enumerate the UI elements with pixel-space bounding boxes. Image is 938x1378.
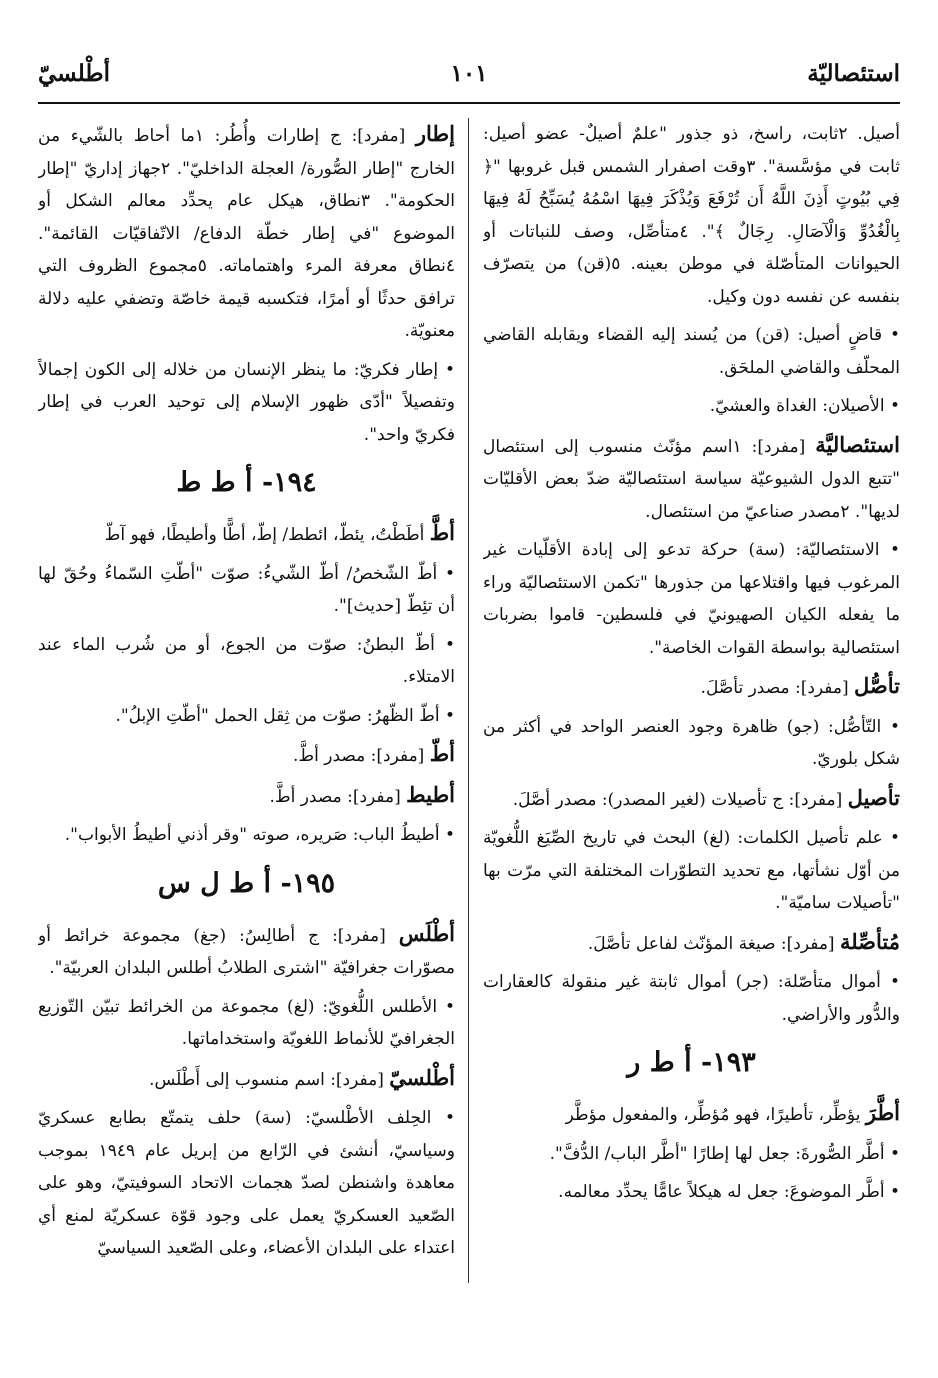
- definition-paragraph: • أطّ البطنُ: صوّت من الجوع، أو من شُرب الماء عند الامتلاء.: [38, 634, 455, 687]
- entry-headword: أطَّرَ: [865, 1100, 900, 1125]
- entry-definition: [مفرد]: مصدر تأصَّلَ.: [700, 678, 855, 698]
- dictionary-entry: [483, 429, 900, 529]
- right-column: [483, 118, 900, 1293]
- page-number: ١٠١: [450, 60, 488, 87]
- definition-paragraph: • الأصيلان: الغداة والعشيّ.: [709, 396, 900, 416]
- column-divider: [468, 118, 469, 1283]
- entry-headword: تأصُّل: [854, 673, 900, 698]
- entry-headword: أطَّ: [429, 520, 455, 545]
- header-rule: [38, 102, 900, 104]
- definition-paragraph: • التّأصُّل: (جو) ظاهرة وجود العنصر الواحد في أكثر من شكل بلوريّ.: [483, 716, 900, 769]
- definition-paragraph: • أطَّر الصُّورةَ: جعل لها إطارًا "أطَّر الباب/ الدُّفَّ".: [549, 1143, 900, 1164]
- definition-paragraph: أصيل. ٢ثابت، راسخ، ذو جذور "علمٌ أصيلٌ- عضو أصيل: ثابت في مؤسَّسة". ٣وقت اصفرار الشمس قبل غروبها "﴿ فِي بُيُوتٍ أَذِنَ اللَّهُ أَن تُرْفَعَ وَيُذْكَرَ فِيهَا اسْمُهُ يُسَبِّحُ لَهُ فِيهَا بِالْغُدُوِّ وَالْآصَالِ. رِجَالٌ ﴾". ٤متأصِّل، وصف للنباتات أو الحيوانات المتأصّلة في موطن بعينه. ٥(قن) من يتصرّف بنفسه عن نفسه دون وكيل.: [483, 124, 900, 307]
- dictionary-entry: [38, 779, 455, 814]
- left-column: [38, 118, 455, 1293]
- definition-paragraph: • علم تأصيل الكلمات: (لغ) البحث في تاريخ الصِّيَغ اللُّغويّة من أوّل نشأتها، مع تحديد التطوّرات المختلفة التي مرّت بها "تأصيلات ساميّة".: [483, 828, 900, 913]
- definition-paragraph: • أموال متأصّلة: (جر) أموال ثابتة غير منقولة كالعقارات والدُّور والأراضي.: [483, 972, 900, 1025]
- dictionary-entry: [38, 918, 455, 985]
- header-guide-word-last: أطْلسيّ: [38, 60, 110, 87]
- root-section-heading: ١٩٣- أ ط ر: [627, 1047, 756, 1078]
- dictionary-entry: [38, 517, 455, 552]
- dictionary-entry: [38, 118, 455, 348]
- dictionary-entry: [483, 1097, 900, 1132]
- entry-definition: [مفرد]: مصدر أطَّ.: [293, 746, 430, 766]
- definition-paragraph: • قاضٍ أصيل: (قن) من يُسند إليه القضاء ويقابله القاضي المحلّف والقاضي الملحَق.: [483, 325, 900, 378]
- root-section-heading: ١٩٥- أ ط ل س: [157, 867, 336, 899]
- dictionary-entry: [483, 926, 900, 961]
- definition-paragraph: • الحِلف الأطْلسيّ: (سة) حلف يتمتّع بطابع عسكريّ وسياسيّ، أنشئ في الرّابع من إبريل عام ١٩٤٩ بموجب معاهدة واشنطن لصدّ هجمات الاتحاد السوفيتيّ، وهو على الصّعيد العسكريّ يعمل على وجود قوّة عسكريّة لمنع أي اعتداء على البلدان الأعضاء، وعلى الصّعيد السياسيّ: [38, 1108, 455, 1258]
- entry-headword: أطيط: [406, 781, 455, 807]
- dictionary-entry: [38, 1062, 455, 1097]
- entry-definition: [مفرد]: ج تأصيلات (لغير المصدر): مصدر أصَّلَ.: [512, 789, 848, 810]
- entry-headword: إطار: [415, 121, 455, 146]
- dictionary-entry: [38, 738, 455, 773]
- page-header: [38, 60, 900, 100]
- entry-headword: أطْلَس: [398, 920, 455, 946]
- entry-headword: أطْلسيّ: [389, 1064, 455, 1090]
- entry-headword: أطّ: [429, 741, 455, 766]
- definition-paragraph: • أطّ الظّهرُ: صوّت من ثِقل الحمل "أطّتِ الإبلُ".: [115, 705, 455, 726]
- definition-paragraph: • الأطلس اللُّغويّ: (لغ) مجموعة من الخرائط تبيّن التّوزيع الجغرافيّ للأنماط اللغويّة واستخداماتها.: [38, 996, 455, 1049]
- entry-definition: يؤطِّر، تأطيرًا، فهو مُؤطِّر، والمفعول مؤطَّر: [565, 1105, 866, 1125]
- definition-paragraph: • أطّ الشّخصُ/ أطّ الشّيءُ: صوّت "أطّتِ السّماءُ وحُقّ لها أن تئِطّ [حديث]".: [38, 563, 455, 616]
- header-guide-word-first: استئصاليّة: [807, 60, 900, 87]
- dictionary-entry: [483, 670, 900, 705]
- dictionary-entry: [483, 782, 900, 817]
- entry-definition: أطَطْتُ، يئطّ، ائطط/ إطّ، أطًّا وأطيطًا، فهو آطّ: [104, 525, 430, 545]
- entry-headword: مُتأصِّلة: [839, 928, 900, 954]
- definition-paragraph: • إطار فكريّ: ما ينظر الإنسان من خلاله إلى الكون إجمالاً وتفصيلاً "أدّى ظهور الإسلام إلى توحيد العرب في إطار فكريّ واحد".: [38, 359, 455, 445]
- entry-headword: استئصاليَّة: [815, 431, 900, 457]
- entry-definition: [مفرد]: ج أطالِسُ: (جغ) مجموعة خرائط أو مصوّرات جغرافيّة "اشترى الطلابُ أطلس البلدان العربيّة".: [38, 925, 455, 978]
- entry-definition: [مفرد]: مصدر أطَّ.: [269, 786, 407, 807]
- entry-definition: [مفرد]: اسم منسوب إلى أَطْلَس.: [149, 1069, 390, 1090]
- definition-paragraph: • أطَّر الموضوعَ: جعل له هيكلاً عامًّا يحدِّد معالمه.: [558, 1182, 900, 1202]
- root-section-heading: ١٩٤- أ ط ط: [176, 467, 317, 498]
- entry-definition: [مفرد]: ج إطارات وأُطُر: ١ما أحاط بالشّيء من الخارج "إطار الصُّورة/ العجلة الداخليّ". ٢جهاز إداريّ "إطار الحكومة". ٣نطاق، هيكل عام يحدِّد معالم الشكل أو الموضوع "في إطار خطّة الدفاع/ الاتّفاقيّات القائمة". ٤نطاق معرفة المرء واهتماماته. ٥مجموع الظروف التي ترافق حدثًا أو أمرًا، فتكسبه قيمة خاصّة وتضفي عليه دلالة معنويّة.: [38, 126, 455, 341]
- entry-definition: [مفرد]: ١اسم مؤنّث منسوب إلى استئصال "تتبع الدول الشيوعيّة سياسة استئصاليّة ضدّ بعض الأقليّات لديها". ٢مصدر صناعيّ من استئصال.: [483, 436, 900, 522]
- definition-paragraph: • أطيطُ الباب: صَريره، صوته "وقر أذني أطيطُ الأبواب".: [64, 825, 455, 845]
- definition-paragraph: • الاستئصاليّة: (سة) حركة تدعو إلى إبادة الأقلّيات غير المرغوب فيها واقتلاعها من جذورها "تكمن الاستئصاليّة وراء ما يفعله الكيان الصهيونيّ في فلسطين- قاموا بضربات استئصالية بواسطة القوات الخاصة".: [483, 540, 900, 658]
- entry-definition: [مفرد]: صيغة المؤنّث لفاعل تأصَّلَ.: [587, 933, 840, 954]
- entry-headword: تأصيل: [847, 784, 900, 810]
